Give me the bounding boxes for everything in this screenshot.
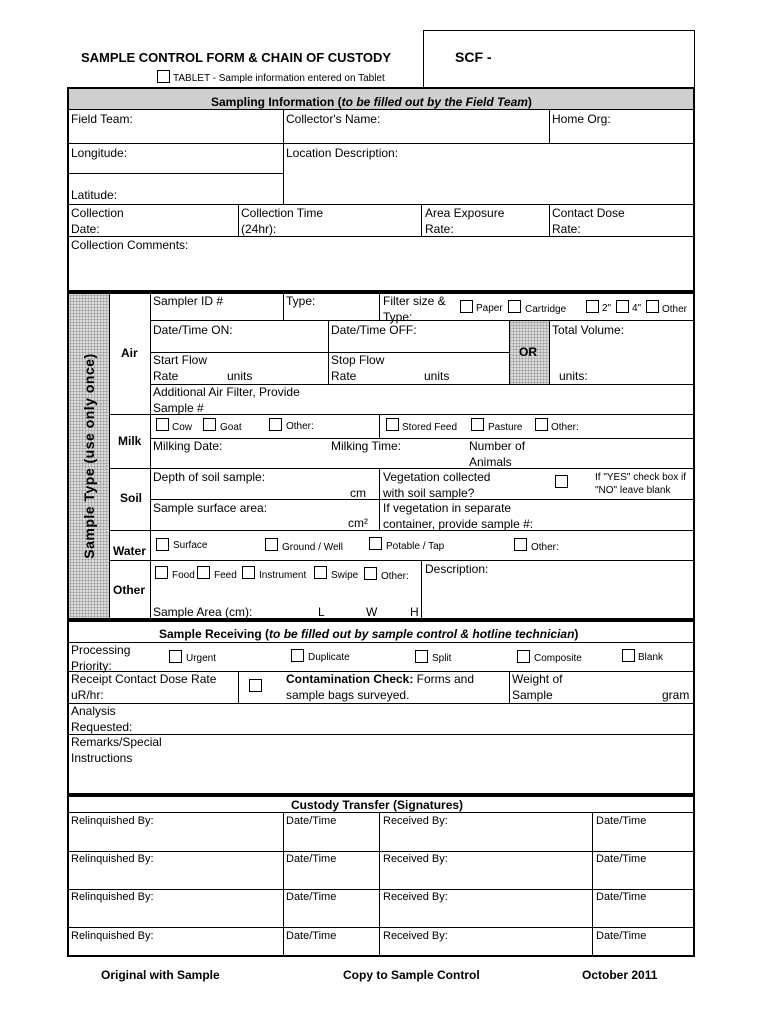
filter-size-label: Filter size & Type: — [383, 294, 446, 324]
vegetation-collected-checkbox[interactable] — [555, 475, 568, 488]
swipe-checkbox[interactable] — [314, 566, 327, 579]
datetime-label: Date/Time — [286, 930, 337, 942]
pasture-label: Pasture — [488, 422, 523, 433]
ground-well-label: Ground / Well — [282, 542, 343, 553]
surface-area-unit: cm² — [348, 516, 368, 530]
form-title: SAMPLE CONTROL FORM & CHAIN OF CUSTODY — [81, 50, 392, 65]
potable-tap-label: Potable / Tap — [386, 541, 445, 552]
ground-well-checkbox[interactable] — [265, 538, 278, 551]
sampling-heading: Sampling Information (to be filled out by the Field Team) — [211, 95, 532, 109]
datetime-label: Date/Time — [596, 891, 647, 903]
received-by-label: Received By: — [383, 853, 448, 865]
relinquished-by-label: Relinquished By: — [71, 891, 154, 903]
potable-tap-checkbox[interactable] — [369, 537, 382, 550]
location-description-label: Location Description: — [286, 146, 399, 160]
milking-time-label: Milking Time: — [331, 439, 402, 453]
other-sample-checkbox[interactable] — [364, 567, 377, 580]
two-inch-label: 2" — [602, 303, 612, 314]
water-other-checkbox[interactable] — [514, 538, 527, 551]
remarks-label: Remarks/Special Instructions — [71, 735, 162, 765]
home-org-label: Home Org: — [552, 112, 611, 126]
receipt-contact-dose-label: Receipt Contact Dose Rate uR/hr: — [71, 672, 217, 702]
food-label: Food — [172, 570, 195, 581]
footer-date: October 2011 — [582, 968, 658, 982]
number-of-animals-label: Number of Animals — [469, 439, 526, 469]
duplicate-checkbox[interactable] — [291, 649, 304, 662]
vegetation-yes-no-note: If "YES" check box if "NO" leave blank — [595, 472, 687, 496]
swipe-label: Swipe — [331, 570, 359, 581]
feed-label: Feed — [214, 570, 237, 581]
cartridge-checkbox[interactable] — [508, 300, 521, 313]
blank-checkbox[interactable] — [622, 649, 635, 662]
vegetation-collected-label: Vegetation collected with soil sample? — [383, 470, 491, 500]
datetime-label: Date/Time — [596, 815, 647, 827]
feed-other-label: Other: — [551, 422, 579, 433]
sample-area-label: Sample Area (cm): — [153, 605, 253, 619]
scf-number-label: SCF - — [455, 49, 492, 65]
instrument-checkbox[interactable] — [242, 566, 255, 579]
or-label: OR — [519, 345, 537, 359]
milk-animal-other-checkbox[interactable] — [269, 418, 282, 431]
surface-water-label: Surface — [173, 540, 208, 551]
vegetation-separate-label: If vegetation in separate container, provide sample #: — [383, 501, 534, 530]
received-by-label: Received By: — [383, 930, 448, 942]
water-label: Water — [113, 544, 146, 558]
paper-checkbox[interactable] — [460, 300, 473, 313]
instrument-label: Instrument — [259, 570, 307, 581]
collection-comments-label: Collection Comments: — [71, 238, 189, 252]
datetime-label: Date/Time — [286, 891, 337, 903]
longitude-label: Longitude: — [71, 146, 128, 160]
field-team-label: Field Team: — [71, 112, 133, 126]
surface-area-label: Sample surface area: — [153, 501, 268, 515]
total-volume-label: Total Volume: — [552, 323, 625, 337]
paper-label: Paper — [476, 303, 503, 314]
datetime-label: Date/Time — [286, 815, 337, 827]
milk-animal-other-label: Other: — [286, 421, 314, 432]
datetime-off-label: Date/Time OFF: — [331, 323, 417, 337]
footer-original: Original with Sample — [101, 968, 220, 982]
air-type-label: Type: — [286, 294, 316, 308]
collection-time-label: Collection Time (24hr): — [241, 206, 324, 236]
cartridge-label: Cartridge — [525, 304, 567, 315]
processing-priority-label: Processing Priority: — [71, 643, 131, 673]
received-by-label: Received By: — [383, 891, 448, 903]
split-checkbox[interactable] — [415, 650, 428, 663]
four-inch-checkbox[interactable] — [616, 300, 629, 313]
other-sample-label: Other: — [381, 571, 409, 582]
relinquished-by-label: Relinquished By: — [71, 930, 154, 942]
datetime-label: Date/Time — [286, 853, 337, 865]
stored-feed-checkbox[interactable] — [386, 418, 399, 431]
sampler-id-label: Sampler ID # — [153, 294, 224, 308]
tablet-label: TABLET - Sample information entered on Tablet — [173, 73, 385, 84]
sample-type-side-label: Sample Type (use only once) — [81, 353, 97, 559]
description-label: Description: — [425, 562, 489, 576]
water-other-label: Other: — [531, 542, 559, 553]
split-label: Split — [432, 653, 452, 664]
received-by-label: Received By: — [383, 815, 448, 827]
composite-checkbox[interactable] — [517, 650, 530, 663]
relinquished-by-label: Relinquished By: — [71, 853, 154, 865]
start-flow-units: units — [227, 369, 253, 383]
food-checkbox[interactable] — [155, 566, 168, 579]
other-type-label: Other — [113, 583, 146, 597]
gram-unit: gram — [662, 688, 690, 702]
stop-flow-rate-label: Stop Flow Rate — [331, 353, 385, 383]
contamination-check-label: Contamination Check: Forms and sample bags surveyed. — [286, 672, 475, 702]
goat-label: Goat — [220, 422, 242, 433]
custody-heading: Custody Transfer (Signatures) — [291, 798, 464, 812]
cow-label: Cow — [172, 422, 193, 433]
relinquished-by-label: Relinquished By: — [71, 815, 154, 827]
latitude-label: Latitude: — [71, 188, 118, 202]
filter-other-checkbox[interactable] — [646, 300, 659, 313]
start-flow-rate-label: Start Flow Rate — [153, 353, 208, 383]
total-volume-units: units: — [559, 369, 588, 383]
datetime-on-label: Date/Time ON: — [153, 323, 233, 337]
depth-label: Depth of soil sample: — [153, 470, 266, 484]
depth-unit: cm — [350, 486, 366, 500]
width-label: W — [366, 605, 378, 619]
filter-other-label: Other — [662, 304, 688, 315]
collectors-name-label: Collector's Name: — [286, 112, 381, 126]
air-label: Air — [121, 346, 138, 360]
pasture-checkbox[interactable] — [471, 418, 484, 431]
length-label: L — [318, 605, 325, 619]
milking-date-label: Milking Date: — [153, 439, 223, 453]
goat-checkbox[interactable] — [203, 418, 216, 431]
stored-feed-label: Stored Feed — [402, 422, 458, 433]
urgent-label: Urgent — [186, 653, 217, 664]
urgent-checkbox[interactable] — [169, 650, 182, 663]
datetime-label: Date/Time — [596, 930, 647, 942]
tablet-checkbox[interactable] — [157, 70, 170, 83]
receiving-heading: Sample Receiving (to be filled out by sample control & hotline technician) — [159, 627, 579, 641]
area-exposure-rate-label: Area Exposure Rate: — [425, 206, 505, 236]
surface-water-checkbox[interactable] — [156, 538, 169, 551]
footer-copy: Copy to Sample Control — [343, 968, 480, 982]
height-label: H — [410, 605, 419, 619]
contamination-check-checkbox[interactable] — [249, 679, 262, 692]
duplicate-label: Duplicate — [308, 652, 350, 663]
receiving-section — [67, 620, 695, 795]
additional-air-filter-label: Additional Air Filter, Provide Sample # — [153, 385, 300, 415]
weight-of-sample-label: Weight of Sample — [512, 672, 563, 702]
milk-label: Milk — [118, 434, 142, 448]
datetime-label: Date/Time — [596, 853, 647, 865]
collection-date-label: Collection Date: — [71, 206, 124, 236]
blank-label: Blank — [638, 652, 664, 663]
composite-label: Composite — [534, 653, 582, 664]
four-inch-label: 4" — [632, 303, 642, 314]
contact-dose-rate-label: Contact Dose Rate: — [552, 206, 625, 236]
feed-checkbox[interactable] — [197, 566, 210, 579]
analysis-requested-label: Analysis Requested: — [71, 704, 133, 734]
cow-checkbox[interactable] — [156, 418, 169, 431]
soil-label: Soil — [120, 491, 143, 505]
feed-other-checkbox[interactable] — [535, 418, 548, 431]
stop-flow-units: units — [424, 369, 450, 383]
two-inch-checkbox[interactable] — [586, 300, 599, 313]
